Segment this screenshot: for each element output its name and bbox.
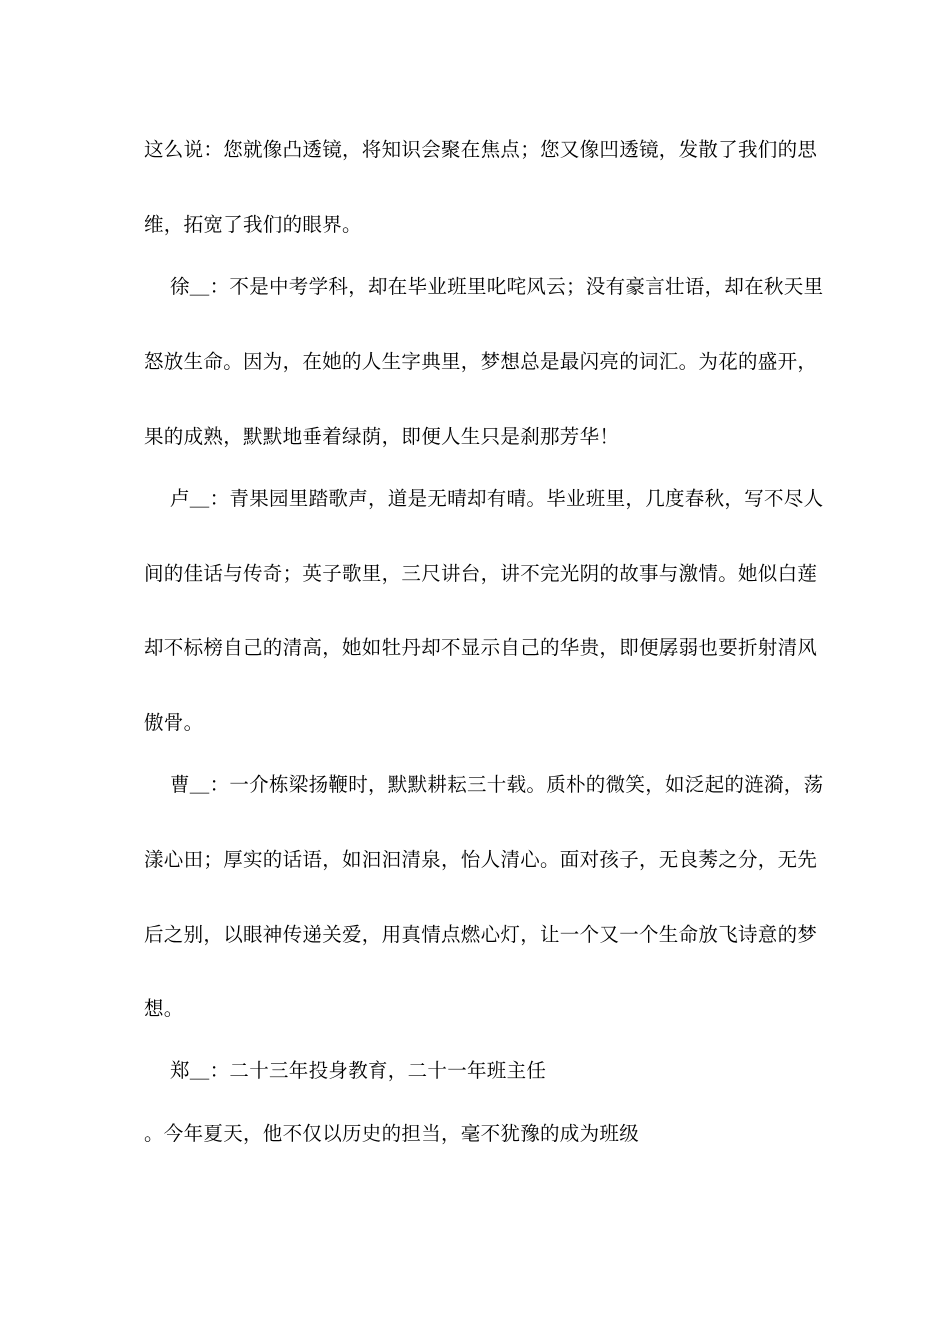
text-line: 漾心田；厚实的话语，如汩汩清泉，怡人清心。面对孩子，无良莠之分，无先	[144, 848, 818, 871]
text-line: 果的成熟，默默地垂着绿荫，即便人生只是刹那芳华！	[144, 425, 620, 448]
text-line: 却不标榜自己的清高，她如牡丹却不显示自己的华贵，即便孱弱也要折射清风	[144, 636, 818, 659]
text-line: 这么说：您就像凸透镜，将知识会聚在焦点；您又像凹透镜，发散了我们的思	[144, 138, 818, 161]
text-line: 傲骨。	[144, 711, 204, 734]
text-line: 想。	[144, 997, 184, 1020]
text-line: 后之别，以眼神传递关爱，用真情点燃心灯，让一个又一个生命放飞诗意的梦	[144, 923, 818, 946]
text-line: 。今年夏天，他不仅以历史的担当，毫不犹豫的成为班级	[144, 1122, 640, 1145]
text-line: 徐＿：不是中考学科，却在毕业班里叱咤风云；没有豪言壮语，却在秋天里	[144, 275, 824, 298]
text-line: 维，拓宽了我们的眼界。	[144, 213, 362, 236]
text-line: 卢＿：青果园里踏歌声，道是无晴却有晴。毕业班里，几度春秋，写不尽人	[144, 487, 824, 510]
text-line: 怒放生命。因为，在她的人生字典里，梦想总是最闪亮的词汇。为花的盛开，	[144, 350, 818, 373]
text-line: 间的佳话与传奇；英子歌里，三尺讲台，讲不完光阴的故事与激情。她似白莲	[144, 562, 818, 585]
text-line: 郑＿：二十三年投身教育，二十一年班主任	[144, 1059, 547, 1082]
text-line: 曹＿：一介栋梁扬鞭时，默默耕耘三十载。质朴的微笑，如泛起的涟漪，荡	[144, 773, 824, 796]
